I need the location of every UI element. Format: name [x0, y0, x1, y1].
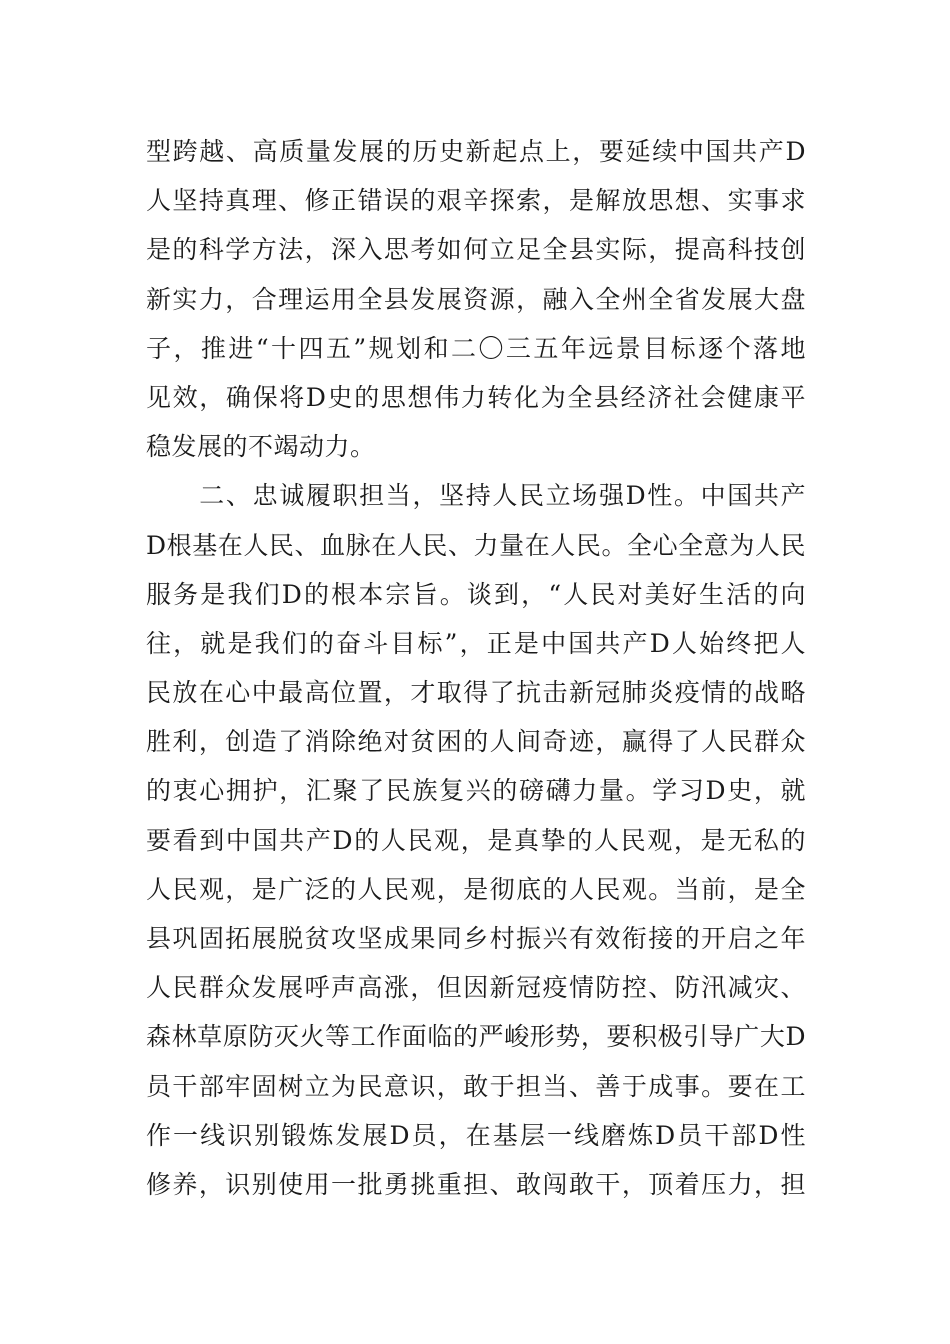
text-line: 是的科学方法，深入思考如何立足全县实际，提高科技创 [146, 235, 806, 265]
text-line: 员干部牢固树立为民意识，敢于担当、善于成事。要在工 [146, 1071, 806, 1101]
text-line: 森林草原防灭火等工作面临的严峻形势，要积极引导广大D [146, 1022, 806, 1052]
text-line: 型跨越、高质量发展的历史新起点上，要延续中国共产D [146, 137, 806, 166]
text-line: 服务是我们D的根本宗旨。谈到，“人民对美好生活的向 [146, 579, 806, 609]
text-line: 往，就是我们的奋斗目标”，正是中国共产D人始终把人 [146, 628, 806, 658]
text-line: 胜利，创造了消除绝对贫困的人间奇迹，赢得了人民群众 [146, 727, 806, 757]
text-line: 县巩固拓展脱贫攻坚成果同乡村振兴有效衔接的开启之年 [146, 924, 806, 953]
section-heading-line: 二、忠诚履职担当，坚持人民立场强D性。中国共产 [146, 481, 806, 511]
text-line: 修养，识别使用一批勇挑重担、敢闯敢干，顶着压力，担 [146, 1169, 806, 1199]
text-line: 要看到中国共产D的人民观，是真挚的人民观，是无私的 [146, 825, 806, 855]
text-line: D根基在人民、血脉在人民、力量在人民。全心全意为人民 [146, 530, 806, 560]
text-line: 的衷心拥护，汇聚了民族复兴的磅礴力量。学习D史，就 [146, 776, 806, 806]
paragraph-end-line: 稳发展的不竭动力。 [146, 432, 376, 462]
text-line: 人民观，是广泛的人民观，是彻底的人民观。当前，是全 [146, 874, 806, 904]
text-line: 人民群众发展呼声高涨，但因新冠疫情防控、防汛减灾、 [146, 973, 806, 1003]
text-line: 子，推进“十四五”规划和二〇三五年远景目标逐个落地 [146, 333, 806, 363]
text-line: 人坚持真理、修正错误的艰辛探索，是解放思想、实事求 [146, 186, 806, 216]
text-line: 新实力，合理运用全县发展资源，融入全州全省发展大盘 [146, 284, 806, 314]
text-line: 作一线识别锻炼发展D员，在基层一线磨炼D员干部D性 [146, 1120, 806, 1150]
text-line: 见效，确保将D史的思想伟力转化为全县经济社会健康平 [146, 382, 806, 412]
text-line: 民放在心中最高位置，才取得了抗击新冠肺炎疫情的战略 [146, 678, 806, 708]
body-text [146, 127, 806, 1209]
